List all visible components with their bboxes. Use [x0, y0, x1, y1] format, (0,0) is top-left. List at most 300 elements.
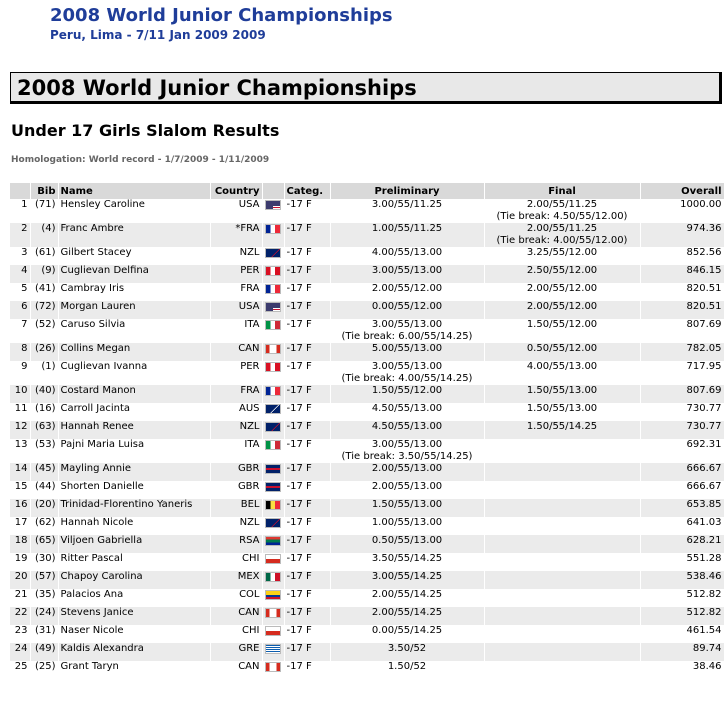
rank-cell: 7 [10, 319, 30, 343]
rank-cell: 23 [10, 625, 30, 643]
preliminary-cell [330, 343, 484, 361]
bib-cell: (4) [30, 223, 58, 247]
categ-cell: -17 F [284, 319, 330, 343]
preliminary-score: 2.00/55/13.00 [371, 481, 443, 492]
bib-cell: (63) [30, 421, 58, 439]
preliminary-score: 0.00/55/12.00 [371, 301, 443, 312]
country-cell: GRE [210, 643, 262, 661]
rank-cell: 11 [10, 403, 30, 421]
final-cell [484, 553, 640, 571]
final-cell [484, 661, 640, 679]
categ-cell: -17 F [284, 481, 330, 499]
table-row [10, 643, 724, 661]
flag-cell [262, 199, 284, 223]
table-row [10, 517, 724, 535]
country-cell: ITA [210, 319, 262, 343]
final-cell [484, 265, 640, 283]
preliminary-cell [330, 403, 484, 421]
flag-icon [265, 626, 281, 636]
rank-cell: 17 [10, 517, 30, 535]
preliminary-cell [330, 661, 484, 679]
table-row [10, 439, 724, 463]
preliminary-cell [330, 319, 484, 343]
name-cell: Gilbert Stacey [58, 247, 210, 265]
rank-cell: 14 [10, 463, 30, 481]
flag-icon [265, 608, 281, 618]
table-row [10, 385, 724, 403]
table-row [10, 361, 724, 385]
final-score: 0.50/55/12.00 [526, 343, 598, 354]
overall-cell: 641.03 [640, 517, 724, 535]
table-row [10, 553, 724, 571]
country-cell: CAN [210, 661, 262, 679]
name-cell: Franc Ambre [58, 223, 210, 247]
table-row [10, 535, 724, 553]
rank-cell: 15 [10, 481, 30, 499]
header-subtitle: Peru, Lima - 7/11 Jan 2009 2009 [50, 28, 266, 42]
table-row [10, 463, 724, 481]
preliminary-score: 1.00/55/13.00 [371, 517, 443, 528]
flag-icon [265, 266, 281, 276]
rank-cell: 21 [10, 589, 30, 607]
overall-cell: 974.36 [640, 223, 724, 247]
categ-cell: -17 F [284, 385, 330, 403]
name-cell: Collins Megan [58, 343, 210, 361]
name-cell: Palacios Ana [58, 589, 210, 607]
bib-cell: (40) [30, 385, 58, 403]
final-score: 1.50/55/13.00 [526, 403, 598, 414]
country-cell: USA [210, 199, 262, 223]
categ-cell: -17 F [284, 439, 330, 463]
overall-cell: 852.56 [640, 247, 724, 265]
final-score: 2.50/55/12.00 [526, 265, 598, 276]
flag-icon [265, 440, 281, 450]
country-cell: CHI [210, 625, 262, 643]
flag-cell [262, 403, 284, 421]
rank-cell: 16 [10, 499, 30, 517]
rank-cell: 19 [10, 553, 30, 571]
final-cell [484, 247, 640, 265]
overall-cell: 512.82 [640, 607, 724, 625]
preliminary-cell [330, 361, 484, 385]
rank-cell: 10 [10, 385, 30, 403]
overall-cell: 730.77 [640, 403, 724, 421]
homologation-note: Homologation: World record - 1/7/2009 - 1/11/2009 [11, 155, 270, 165]
preliminary-cell [330, 265, 484, 283]
country-cell: NZL [210, 421, 262, 439]
final-cell [484, 607, 640, 625]
flag-icon [265, 662, 281, 672]
final-cell [484, 517, 640, 535]
overall-cell: 1000.00 [640, 199, 724, 223]
name-cell: Shorten Danielle [58, 481, 210, 499]
final-cell [484, 223, 640, 247]
tie-break-note: (Tie break: 4.50/55/12.00) [496, 211, 628, 222]
tie-break-note: (Tie break: 4.00/55/12.00) [496, 235, 628, 246]
flag-cell [262, 223, 284, 247]
flag-icon [265, 302, 281, 312]
preliminary-cell [330, 385, 484, 403]
preliminary-cell [330, 301, 484, 319]
preliminary-cell [330, 481, 484, 499]
name-cell: Chapoy Carolina [58, 571, 210, 589]
categ-cell: -17 F [284, 421, 330, 439]
categ-cell: -17 F [284, 499, 330, 517]
flag-cell [262, 463, 284, 481]
flag-icon [265, 644, 281, 654]
tie-break-note: (Tie break: 3.50/55/14.25) [341, 451, 473, 462]
table-row [10, 607, 724, 625]
flag-icon [265, 464, 281, 474]
bib-cell: (52) [30, 319, 58, 343]
preliminary-score: 1.50/55/12.00 [371, 385, 443, 396]
name-cell: Naser Nicole [58, 625, 210, 643]
final-score: 1.50/55/14.25 [526, 421, 598, 432]
flag-icon [265, 224, 281, 234]
bib-cell: (45) [30, 463, 58, 481]
flag-icon [265, 284, 281, 294]
final-score: 2.00/55/12.00 [526, 283, 598, 294]
final-cell [484, 421, 640, 439]
final-score: 2.00/55/11.25 [526, 223, 598, 234]
categ-cell: -17 F [284, 265, 330, 283]
preliminary-score: 1.50/52 [387, 661, 427, 672]
country-cell: NZL [210, 247, 262, 265]
overall-cell: 717.95 [640, 361, 724, 385]
preliminary-score: 1.50/55/13.00 [371, 499, 443, 510]
bib-cell: (61) [30, 247, 58, 265]
banner-title: 2008 World Junior Championships [17, 76, 417, 100]
rank-cell: 13 [10, 439, 30, 463]
categ-header: Categ. [284, 183, 330, 199]
overall-cell: 89.74 [640, 643, 724, 661]
overall-cell: 692.31 [640, 439, 724, 463]
name-cell: Viljoen Gabriella [58, 535, 210, 553]
bib-cell: (71) [30, 199, 58, 223]
country-cell: GBR [210, 463, 262, 481]
final-cell [484, 589, 640, 607]
name-cell: Cuglievan Ivanna [58, 361, 210, 385]
country-cell: CHI [210, 553, 262, 571]
country-cell: NZL [210, 517, 262, 535]
overall-cell: 551.28 [640, 553, 724, 571]
preliminary-cell [330, 589, 484, 607]
country-cell: CAN [210, 607, 262, 625]
flag-icon [265, 404, 281, 414]
final-cell [484, 199, 640, 223]
flag-cell [262, 553, 284, 571]
preliminary-score: 3.00/55/13.00 [371, 439, 443, 450]
preliminary-score: 3.00/55/13.00 [371, 265, 443, 276]
final-header: Final [484, 183, 640, 199]
flag-icon [265, 422, 281, 432]
flag-cell [262, 607, 284, 625]
flag-icon [265, 572, 281, 582]
categ-cell: -17 F [284, 625, 330, 643]
table-row [10, 625, 724, 643]
bib-cell: (16) [30, 403, 58, 421]
country-cell: PER [210, 265, 262, 283]
name-cell: Kaldis Alexandra [58, 643, 210, 661]
flag-cell [262, 589, 284, 607]
flag-cell [262, 439, 284, 463]
table-row [10, 481, 724, 499]
results-table [10, 183, 725, 679]
categ-cell: -17 F [284, 643, 330, 661]
preliminary-cell [330, 499, 484, 517]
preliminary-score: 1.00/55/11.25 [371, 223, 443, 234]
flag-cell [262, 283, 284, 301]
table-row [10, 421, 724, 439]
categ-cell: -17 F [284, 661, 330, 679]
bib-cell: (62) [30, 517, 58, 535]
table-row [10, 319, 724, 343]
rank-cell: 6 [10, 301, 30, 319]
categ-cell: -17 F [284, 553, 330, 571]
preliminary-cell [330, 553, 484, 571]
preliminary-score: 3.00/55/11.25 [371, 199, 443, 210]
preliminary-cell [330, 439, 484, 463]
flag-icon [265, 362, 281, 372]
final-score: 4.00/55/13.00 [526, 361, 598, 372]
name-cell: Trinidad-Florentino Yaneris [58, 499, 210, 517]
overall-cell: 666.67 [640, 481, 724, 499]
country-cell: RSA [210, 535, 262, 553]
flag-cell [262, 343, 284, 361]
table-row [10, 223, 724, 247]
overall-cell: 820.51 [640, 301, 724, 319]
flag-icon [265, 482, 281, 492]
flag-cell [262, 481, 284, 499]
name-cell: Hensley Caroline [58, 199, 210, 223]
name-cell: Cambray Iris [58, 283, 210, 301]
flag-cell [262, 661, 284, 679]
name-cell: Cuglievan Delfina [58, 265, 210, 283]
final-cell [484, 301, 640, 319]
name-cell: Carroll Jacinta [58, 403, 210, 421]
preliminary-score: 2.00/55/12.00 [371, 283, 443, 294]
final-cell [484, 385, 640, 403]
final-cell [484, 361, 640, 385]
overall-cell: 666.67 [640, 463, 724, 481]
flag-header [262, 183, 284, 199]
table-row [10, 247, 724, 265]
final-cell [484, 643, 640, 661]
country-cell: MEX [210, 571, 262, 589]
table-row [10, 403, 724, 421]
categ-cell: -17 F [284, 361, 330, 385]
bib-cell: (53) [30, 439, 58, 463]
name-cell: Grant Taryn [58, 661, 210, 679]
rank-cell: 1 [10, 199, 30, 223]
categ-cell: -17 F [284, 535, 330, 553]
preliminary-cell [330, 421, 484, 439]
categ-cell: -17 F [284, 199, 330, 223]
final-cell [484, 499, 640, 517]
country-cell: PER [210, 361, 262, 385]
preliminary-cell [330, 607, 484, 625]
final-cell [484, 439, 640, 463]
bib-cell: (25) [30, 661, 58, 679]
page-header [50, 5, 393, 43]
rank-cell: 25 [10, 661, 30, 679]
final-cell [484, 463, 640, 481]
categ-cell: -17 F [284, 607, 330, 625]
bib-cell: (1) [30, 361, 58, 385]
preliminary-score: 3.00/55/13.00 [371, 361, 443, 372]
final-score: 2.00/55/12.00 [526, 301, 598, 312]
rank-cell: 9 [10, 361, 30, 385]
rank-cell: 2 [10, 223, 30, 247]
preliminary-cell [330, 247, 484, 265]
final-cell [484, 319, 640, 343]
preliminary-score: 4.50/55/13.00 [371, 421, 443, 432]
final-score: 1.50/55/13.00 [526, 385, 598, 396]
preliminary-score: 3.00/55/13.00 [371, 319, 443, 330]
rank-cell: 18 [10, 535, 30, 553]
bib-cell: (30) [30, 553, 58, 571]
table-row [10, 199, 724, 223]
rank-cell: 24 [10, 643, 30, 661]
event-title: Under 17 Girls Slalom Results [11, 121, 280, 140]
flag-cell [262, 361, 284, 385]
table-row [10, 283, 724, 301]
country-cell: ITA [210, 439, 262, 463]
table-row [10, 301, 724, 319]
overall-header: Overall [640, 183, 724, 199]
overall-cell: 538.46 [640, 571, 724, 589]
country-cell: FRA [210, 385, 262, 403]
flag-icon [265, 344, 281, 354]
overall-cell: 820.51 [640, 283, 724, 301]
overall-cell: 628.21 [640, 535, 724, 553]
bib-cell: (9) [30, 265, 58, 283]
flag-cell [262, 319, 284, 343]
table-row [10, 571, 724, 589]
rank-cell: 8 [10, 343, 30, 361]
overall-cell: 461.54 [640, 625, 724, 643]
bib-cell: (44) [30, 481, 58, 499]
rank-cell: 12 [10, 421, 30, 439]
name-cell: Stevens Janice [58, 607, 210, 625]
table-row [10, 343, 724, 361]
preliminary-score: 3.00/55/14.25 [371, 571, 443, 582]
bib-cell: (65) [30, 535, 58, 553]
country-cell: FRA [210, 283, 262, 301]
country-cell: BEL [210, 499, 262, 517]
preliminary-score: 2.00/55/13.00 [371, 463, 443, 474]
table-row [10, 589, 724, 607]
tie-break-note: (Tie break: 4.00/55/14.25) [341, 373, 473, 384]
final-score: 2.00/55/11.25 [526, 199, 598, 210]
preliminary-score: 2.00/55/14.25 [371, 589, 443, 600]
flag-cell [262, 571, 284, 589]
preliminary-cell [330, 517, 484, 535]
championship-banner [10, 72, 722, 104]
categ-cell: -17 F [284, 463, 330, 481]
rank-cell: 20 [10, 571, 30, 589]
flag-cell [262, 421, 284, 439]
bib-cell: (35) [30, 589, 58, 607]
preliminary-score: 4.50/55/13.00 [371, 403, 443, 414]
country-cell: CAN [210, 343, 262, 361]
bib-cell: (26) [30, 343, 58, 361]
country-cell: USA [210, 301, 262, 319]
name-cell: Caruso Silvia [58, 319, 210, 343]
name-cell: Hannah Renee [58, 421, 210, 439]
preliminary-cell [330, 625, 484, 643]
categ-cell: -17 F [284, 247, 330, 265]
flag-icon [265, 386, 281, 396]
rank-cell: 4 [10, 265, 30, 283]
categ-cell: -17 F [284, 283, 330, 301]
final-score: 1.50/55/12.00 [526, 319, 598, 330]
flag-cell [262, 247, 284, 265]
final-score: 3.25/55/12.00 [526, 247, 598, 258]
categ-cell: -17 F [284, 223, 330, 247]
final-cell [484, 343, 640, 361]
preliminary-cell [330, 283, 484, 301]
name-cell: Pajni Maria Luisa [58, 439, 210, 463]
bib-cell: (72) [30, 301, 58, 319]
flag-cell [262, 625, 284, 643]
final-cell [484, 625, 640, 643]
preliminary-score: 3.50/55/14.25 [371, 553, 443, 564]
flag-icon [265, 590, 281, 600]
flag-icon [265, 248, 281, 258]
bib-header: Bib [30, 183, 58, 199]
flag-cell [262, 517, 284, 535]
name-cell: Mayling Annie [58, 463, 210, 481]
bib-cell: (24) [30, 607, 58, 625]
table-row [10, 661, 724, 679]
final-cell [484, 571, 640, 589]
flag-cell [262, 499, 284, 517]
name-cell: Hannah Nicole [58, 517, 210, 535]
flag-cell [262, 385, 284, 403]
table-row [10, 265, 724, 283]
preliminary-cell [330, 199, 484, 223]
country-cell: GBR [210, 481, 262, 499]
rank-cell: 5 [10, 283, 30, 301]
country-cell: COL [210, 589, 262, 607]
bib-cell: (49) [30, 643, 58, 661]
tie-break-note: (Tie break: 6.00/55/14.25) [341, 331, 473, 342]
flag-cell [262, 535, 284, 553]
categ-cell: -17 F [284, 517, 330, 535]
preliminary-score: 2.00/55/14.25 [371, 607, 443, 618]
bib-cell: (20) [30, 499, 58, 517]
overall-cell: 782.05 [640, 343, 724, 361]
name-cell: Costard Manon [58, 385, 210, 403]
overall-cell: 653.85 [640, 499, 724, 517]
preliminary-header: Preliminary [330, 183, 484, 199]
final-cell [484, 535, 640, 553]
country-header: Country [210, 183, 262, 199]
country-cell: *FRA [210, 223, 262, 247]
flag-cell [262, 301, 284, 319]
preliminary-score: 4.00/55/13.00 [371, 247, 443, 258]
preliminary-score: 3.50/52 [387, 643, 427, 654]
header-title: 2008 World Junior Championships [50, 5, 393, 26]
flag-icon [265, 500, 281, 510]
bib-cell: (57) [30, 571, 58, 589]
preliminary-cell [330, 223, 484, 247]
name-cell: Ritter Pascal [58, 553, 210, 571]
preliminary-score: 5.00/55/13.00 [371, 343, 443, 354]
name-header: Name [58, 183, 210, 199]
flag-icon [265, 536, 281, 546]
